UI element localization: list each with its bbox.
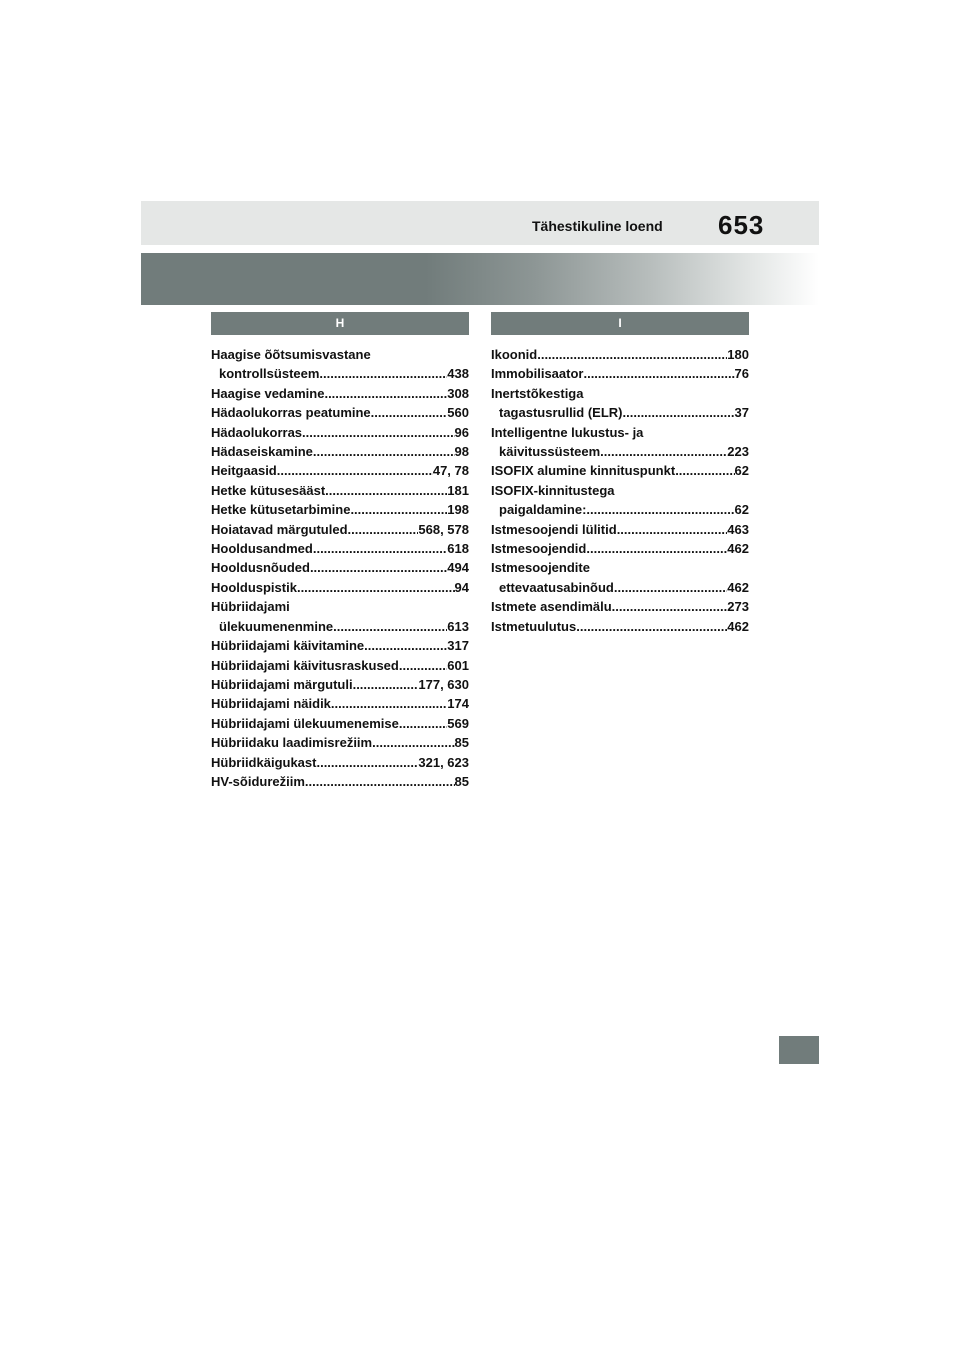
index-entry-label: Istmesoojendi lülitid [491, 521, 617, 537]
index-entry-label: ISOFIX alumine kinnituspunkt [491, 463, 676, 479]
dot-leader [612, 597, 728, 616]
dot-leader [617, 520, 728, 539]
dot-leader [537, 345, 727, 364]
index-entry-label: Hädaseiskamine [211, 444, 313, 460]
index-entry-page: 273 [727, 599, 749, 615]
index-entry [211, 656, 469, 675]
index-entry-row [211, 733, 469, 752]
index-entry-row [211, 772, 469, 791]
index-entry-page: 85 [454, 773, 469, 789]
index-entry-label: Hoolduspistik [211, 579, 297, 595]
index-entry-page: 62 [734, 502, 749, 518]
dot-leader [364, 636, 447, 655]
index-entries-h [211, 345, 469, 791]
index-entry-row [211, 636, 469, 655]
index-entry [491, 558, 749, 597]
index-entry-page: 94 [454, 579, 469, 595]
index-entry [491, 384, 749, 423]
index-entry-row [491, 617, 749, 636]
index-entry-label: Hooldusnõuded [211, 560, 310, 576]
index-entry [211, 772, 469, 791]
index-column-i [491, 312, 749, 636]
index-entry-label: Hübriidajami märgutuli [211, 676, 353, 692]
dot-leader [586, 500, 734, 519]
index-entry-row [211, 481, 469, 500]
index-entry [211, 753, 469, 772]
index-entry-continuation: kontrollsüsteem [219, 366, 320, 382]
index-entry-page: 560 [447, 405, 469, 421]
index-entry-page: 47, 78 [432, 463, 469, 479]
dot-leader [325, 481, 447, 500]
index-entry [211, 694, 469, 713]
index-entry-row [211, 423, 469, 442]
dot-leader [399, 656, 447, 675]
index-entry [211, 345, 469, 384]
index-entry-row [491, 500, 749, 519]
index-entry [211, 500, 469, 519]
index-entry-label: Ikoonid [491, 347, 538, 362]
index-entry-row [211, 578, 469, 597]
index-entry-page: 317 [447, 638, 469, 654]
index-entry [491, 423, 749, 462]
dot-leader [348, 520, 419, 539]
index-entry-label: Hübriidkäigukast [211, 754, 317, 770]
dot-leader [353, 675, 419, 694]
index-entry-label: HV-sõidurežiim [211, 773, 305, 789]
index-entry [211, 461, 469, 480]
index-entry-page: 613 [447, 618, 469, 634]
dot-leader [600, 442, 727, 461]
index-entry-page: 177, 630 [418, 676, 469, 692]
index-entry-continuation: ettevaatusabinõud [499, 579, 614, 595]
index-entry-continuation: tagastusrullid (ELR) [499, 405, 623, 421]
section-thumb-tab [779, 1036, 819, 1064]
index-entry [491, 461, 749, 480]
index-entry-page: 494 [447, 560, 469, 576]
index-entry-row [211, 753, 469, 772]
dot-leader [277, 461, 433, 480]
dot-leader [310, 558, 447, 577]
index-entry-page: 174 [447, 696, 469, 712]
index-entry [211, 733, 469, 752]
dot-leader [675, 461, 734, 480]
index-entry-label: Intelligentne lukustus- ja [491, 424, 644, 440]
dot-leader [576, 617, 727, 636]
index-entry-row [211, 539, 469, 558]
index-entry [491, 520, 749, 539]
dot-leader [372, 733, 454, 752]
index-entry-label: Hädaolukorras [211, 424, 303, 440]
index-entry-page: 463 [727, 521, 749, 537]
index-entry-row [491, 403, 749, 422]
index-entry-row [211, 558, 469, 577]
index-entry-row [491, 597, 749, 616]
dot-leader [399, 714, 447, 733]
index-entries-i [491, 345, 749, 636]
index-entry-page: 438 [447, 366, 469, 382]
index-entry [211, 558, 469, 577]
index-entry-page: 569 [447, 715, 469, 731]
index-entry [211, 636, 469, 655]
index-entry-row [211, 694, 469, 713]
index-entry-label: Inertstõkestiga [491, 385, 584, 401]
index-entry [211, 423, 469, 442]
index-entry-page: 223 [727, 444, 749, 460]
index-entry-page: 96 [454, 424, 469, 440]
index-entry-page: 568, 578 [418, 521, 469, 537]
index-entry-label: Hooldusandmed [211, 541, 313, 557]
index-entry-continuation: käivitussüsteem [499, 444, 601, 460]
index-entry-continuation: ülekuumenenmine [219, 618, 334, 634]
index-entry-label: Hübriidaku laadimisrežiim [211, 735, 373, 751]
index-entry [491, 481, 749, 520]
index-entry-page: 180 [727, 347, 749, 362]
index-entry-label: Istmete asendimälu [491, 599, 612, 615]
index-entry [211, 578, 469, 597]
index-entry-row [211, 500, 469, 519]
index-entry-row [491, 364, 749, 383]
index-entry-row [211, 714, 469, 733]
index-entry-row [491, 461, 749, 480]
index-entry [211, 442, 469, 461]
index-entry-page: 601 [447, 657, 469, 673]
index-entry-label: Hübriidajami [211, 599, 290, 615]
index-entry-row [211, 675, 469, 694]
index-entry-page: 76 [734, 366, 749, 382]
index-entry-row [211, 442, 469, 461]
index-entry-label: Hädaolukorras peatumine [211, 405, 371, 421]
dot-leader [586, 539, 727, 558]
index-entry-page: 85 [454, 735, 469, 751]
section-heading-h: H [211, 312, 469, 335]
index-entry-label: Hübriidajami käivitusraskused [211, 657, 399, 673]
index-entry-page: 98 [454, 444, 469, 460]
index-entry-row [211, 617, 469, 636]
index-entry-label: Hetke kütusesääst [211, 482, 326, 498]
index-entry-page: 618 [447, 541, 469, 557]
index-entry [211, 714, 469, 733]
index-entry [211, 675, 469, 694]
index-entry [491, 597, 749, 616]
index-entry-row [211, 520, 469, 539]
page-number: 653 [718, 210, 765, 240]
index-entry [211, 520, 469, 539]
index-entry-row [211, 364, 469, 383]
dot-leader [583, 364, 734, 383]
index-entry-page: 37 [734, 405, 749, 421]
index-entry-label: Haagise vedamine [211, 385, 325, 401]
index-entry-page: 321, 623 [418, 754, 469, 770]
dot-leader [371, 403, 448, 422]
index-entry-row [211, 384, 469, 403]
index-entry-page: 308 [447, 385, 469, 401]
index-entry-label: Istmetuulutus [491, 618, 577, 634]
index-entry-page: 181 [447, 482, 469, 498]
index-entry [211, 384, 469, 403]
index-entry-page: 62 [734, 463, 749, 479]
index-entry-continuation: paigaldamine: [499, 502, 587, 518]
dot-leader [614, 578, 727, 597]
index-entry [491, 539, 749, 558]
index-entry-label: Hoiatavad märgutuled [211, 521, 348, 537]
index-entry-label: Heitgaasid [211, 463, 277, 479]
index-entry-label: Hübriidajami käivitamine [211, 638, 365, 654]
index-entry [211, 481, 469, 500]
dot-leader [313, 539, 447, 558]
dot-leader [333, 617, 447, 636]
dot-leader [623, 403, 735, 422]
index-entry-page: 198 [447, 502, 469, 518]
index-entry-row [491, 520, 749, 539]
index-entry [211, 403, 469, 422]
section-heading-i: I [491, 312, 749, 335]
decorative-band [141, 253, 819, 305]
index-entry [211, 597, 469, 636]
index-entry-row [491, 345, 749, 364]
index-entry [211, 539, 469, 558]
dot-leader [324, 384, 447, 403]
index-entry-row [491, 539, 749, 558]
index-entry-row [211, 403, 469, 422]
dot-leader [319, 364, 447, 383]
index-entry-row [491, 578, 749, 597]
index-entry-label: Istmesoojendite [491, 560, 590, 576]
index-entry-label: Haagise õõtsumisvastane [211, 347, 371, 362]
index-entry [491, 364, 749, 383]
index-entry-label: Hübriidajami näidik [211, 696, 331, 712]
index-entry-label: Istmesoojendid [491, 541, 587, 557]
index-entry-page: 462 [727, 541, 749, 557]
index-entry [491, 617, 749, 636]
page-header-title: Tähestikuline loend [532, 218, 663, 234]
index-entry-label: ISOFIX-kinnitustega [491, 482, 615, 498]
index-entry-label: Hübriidajami ülekuumenemise [211, 715, 399, 731]
dot-leader [313, 442, 455, 461]
index-entry-page: 462 [727, 618, 749, 634]
index-entry-row [211, 656, 469, 675]
index-entry-page: 462 [727, 579, 749, 595]
dot-leader [305, 772, 455, 791]
dot-leader [350, 500, 447, 519]
dot-leader [302, 423, 454, 442]
dot-leader [316, 753, 418, 772]
dot-leader [297, 578, 455, 597]
index-entry-label: Immobilisaator [491, 366, 584, 382]
index-column-h [211, 312, 469, 791]
index-entry-row [491, 442, 749, 461]
index-entry [491, 345, 749, 364]
index-entry-row [211, 461, 469, 480]
index-entry-label: Hetke kütusetarbimine [211, 502, 351, 518]
dot-leader [331, 694, 447, 713]
